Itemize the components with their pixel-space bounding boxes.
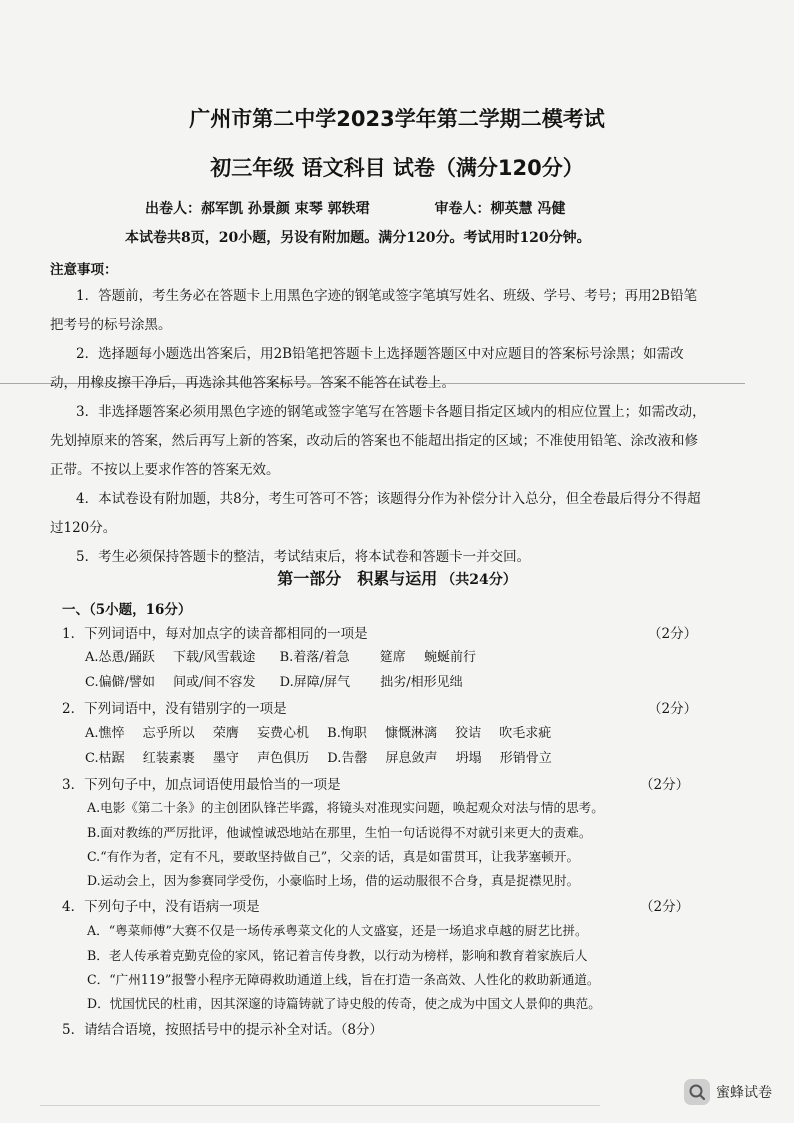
- question-3-score: （2分）: [640, 777, 690, 793]
- option-c4: 声色俱历: [257, 751, 310, 766]
- option-a1: A.憔悴: [85, 726, 125, 741]
- part-title: [0, 566, 794, 589]
- authors-line: [145, 198, 565, 218]
- question-1-score: （2分）: [648, 626, 698, 642]
- note-item: 2．选择题每小题选出答案后，用2B铅笔把答题卡上选择题答题区中对应题目的答案标号涂黑；如需改动，用橡皮擦干净后，再选涂其他答案标号。答案不能答在试卷上。: [50, 346, 684, 391]
- option-d2: 屏息敛声: [385, 751, 438, 766]
- exam-title: 广州市第二中学2023学年第二学期二模考试: [189, 107, 605, 131]
- question-3-option-c: C.“有作为者，定有不凡，要敢坚持做自己”，父亲的话，真是如雷贯耳，让我茅塞顿开。: [87, 849, 580, 864]
- question-4-option-b: B．老人传承着克勤克俭的家风，铭记着言传身教，以行动为榜样，影响和教育着家族后人: [87, 948, 588, 963]
- notes-heading: 注意事项：: [50, 262, 118, 278]
- option-a2: 忘乎所以: [142, 726, 195, 741]
- question-4-option-d: D．忧国忧民的杜甫，因其深邃的诗篇铸就了诗史般的传奇，使之成为中国文人景仰的典范。: [87, 996, 601, 1011]
- option-b4: 吹毛求疵: [499, 726, 552, 741]
- exam-info: 本试卷共8页，20小题，另设有附加题。满分120分。考试用时120分钟。: [125, 230, 591, 246]
- question-4-score: （2分）: [640, 899, 690, 915]
- scan-artifact-line: [40, 1105, 600, 1106]
- note-item: 4．本试卷设有附加题，共8分，考生可答可不答；该题得分作为补偿分计入总分，但全卷最后得分不得超过120分。: [50, 491, 701, 536]
- option-b1: B.恂职: [327, 726, 367, 741]
- reviewers: 审卷人：柳英慧 冯健: [434, 201, 566, 217]
- option-d2: 拙劣/相形见绌: [380, 675, 463, 690]
- option-d1: D.屏障/屏气: [279, 675, 351, 690]
- note-item: 3．非选择题答案必须用黑色字迹的钢笔或签字笔写在答题卡各题目指定区域内的相应位置上；如需改动，先划掉原来的答案，然后再写上新的答案，改动后的答案也不能超出指定的区域；不准使用铅笔、涂改液和修正带。不按以上要求作答的答案无效。: [50, 404, 706, 478]
- question-2-options-row2: [85, 747, 566, 766]
- note-item: 5．考生必须保持答题卡的整洁，考试结束后，将本试卷和答题卡一并交回。: [76, 549, 531, 565]
- authors: 出卷人：郝军凯 孙景颜 束琴 郭轶珺: [145, 201, 370, 217]
- question-3-option-b: B.面对教练的严厉批评，他诚惶诚恐地站在那里，生怕一句话说得不对就引来更大的责难。: [87, 825, 592, 840]
- part-score: （共24分）: [441, 572, 517, 588]
- exam-subtitle: 初三年级 语文科目 试卷（满分120分）: [210, 156, 584, 180]
- question-3-option-a: A.电影《第二十条》的主创团队锋芒毕露，将镜头对准现实问题，唤起观众对法与情的思考。: [87, 800, 604, 815]
- option-c2: 红装素裹: [142, 751, 195, 766]
- question-2-stem: 2．下列词语中，没有错别字的一项是: [62, 701, 287, 717]
- notes-list: [50, 282, 710, 572]
- option-b2: 慷慨淋漓: [384, 726, 437, 741]
- option-a2: 下载/风雪载途: [173, 650, 256, 665]
- option-c3: 墨守: [212, 751, 239, 766]
- question-4-option-a: A．“粤菜师傅”大赛不仅是一场传承粤菜文化的人文盛宴，还是一场追求卓越的厨艺比拼。: [87, 923, 588, 938]
- search-icon: [684, 1079, 710, 1105]
- question-4-option-c: C．“广州119”报警小程序无障碍救助通道上线，旨在打造一条高效、人性化的救助新通道。: [87, 972, 600, 987]
- note-item: 1．答题前，考生务必在答题卡上用黑色字迹的钢笔或签字笔填写姓名、班级、学号、考号；再用2B铅笔把考号的标号涂黑。: [50, 288, 698, 333]
- question-2-options-row1: [85, 722, 565, 741]
- question-1-stem: 1．下列词语中，每对加点字的读音都相同的一项是: [62, 626, 368, 642]
- watermark-text: 蜜蜂试卷: [716, 1085, 772, 1101]
- question-1-options-row1: [85, 646, 490, 665]
- question-3-stem: 3．下列句子中，加点词语使用最恰当的一项是: [62, 777, 341, 793]
- option-a3: 荣膺: [212, 726, 239, 741]
- option-d3: 坍塌: [455, 751, 482, 766]
- option-a4: 妄费心机: [256, 726, 309, 741]
- option-b1: B.着落/着急: [279, 650, 350, 665]
- option-c1: C.枯踞: [85, 751, 125, 766]
- section-heading: 一、（5小题，16分）: [62, 602, 192, 618]
- watermark: [684, 1079, 772, 1105]
- question-5-stem: 5．请结合语境，按照括号中的提示补全对话。（8分）: [62, 1022, 383, 1038]
- option-d1: D.告罄: [327, 751, 368, 766]
- option-d4: 形销骨立: [499, 751, 552, 766]
- question-2-score: （2分）: [648, 701, 698, 717]
- question-1-options-row2: [85, 671, 477, 690]
- option-c2: 间或/间不容发: [173, 675, 256, 690]
- question-4-stem: 4．下列句子中，没有语病一项是: [62, 899, 260, 915]
- option-a1: A.怂恿/踊跃: [85, 650, 155, 665]
- option-b3: 狡诘: [455, 726, 482, 741]
- question-3-option-d: D.运动会上，因为参赛同学受伤，小豪临时上场，借的运动服很不合身，真是捉襟见肘。: [87, 873, 580, 888]
- option-b3: 蜿蜒前行: [423, 650, 476, 665]
- part-title-text: 第一部分 积累与运用: [277, 569, 438, 588]
- option-b2: 筵席: [379, 650, 406, 665]
- option-c1: C.偏僻/譬如: [85, 675, 155, 690]
